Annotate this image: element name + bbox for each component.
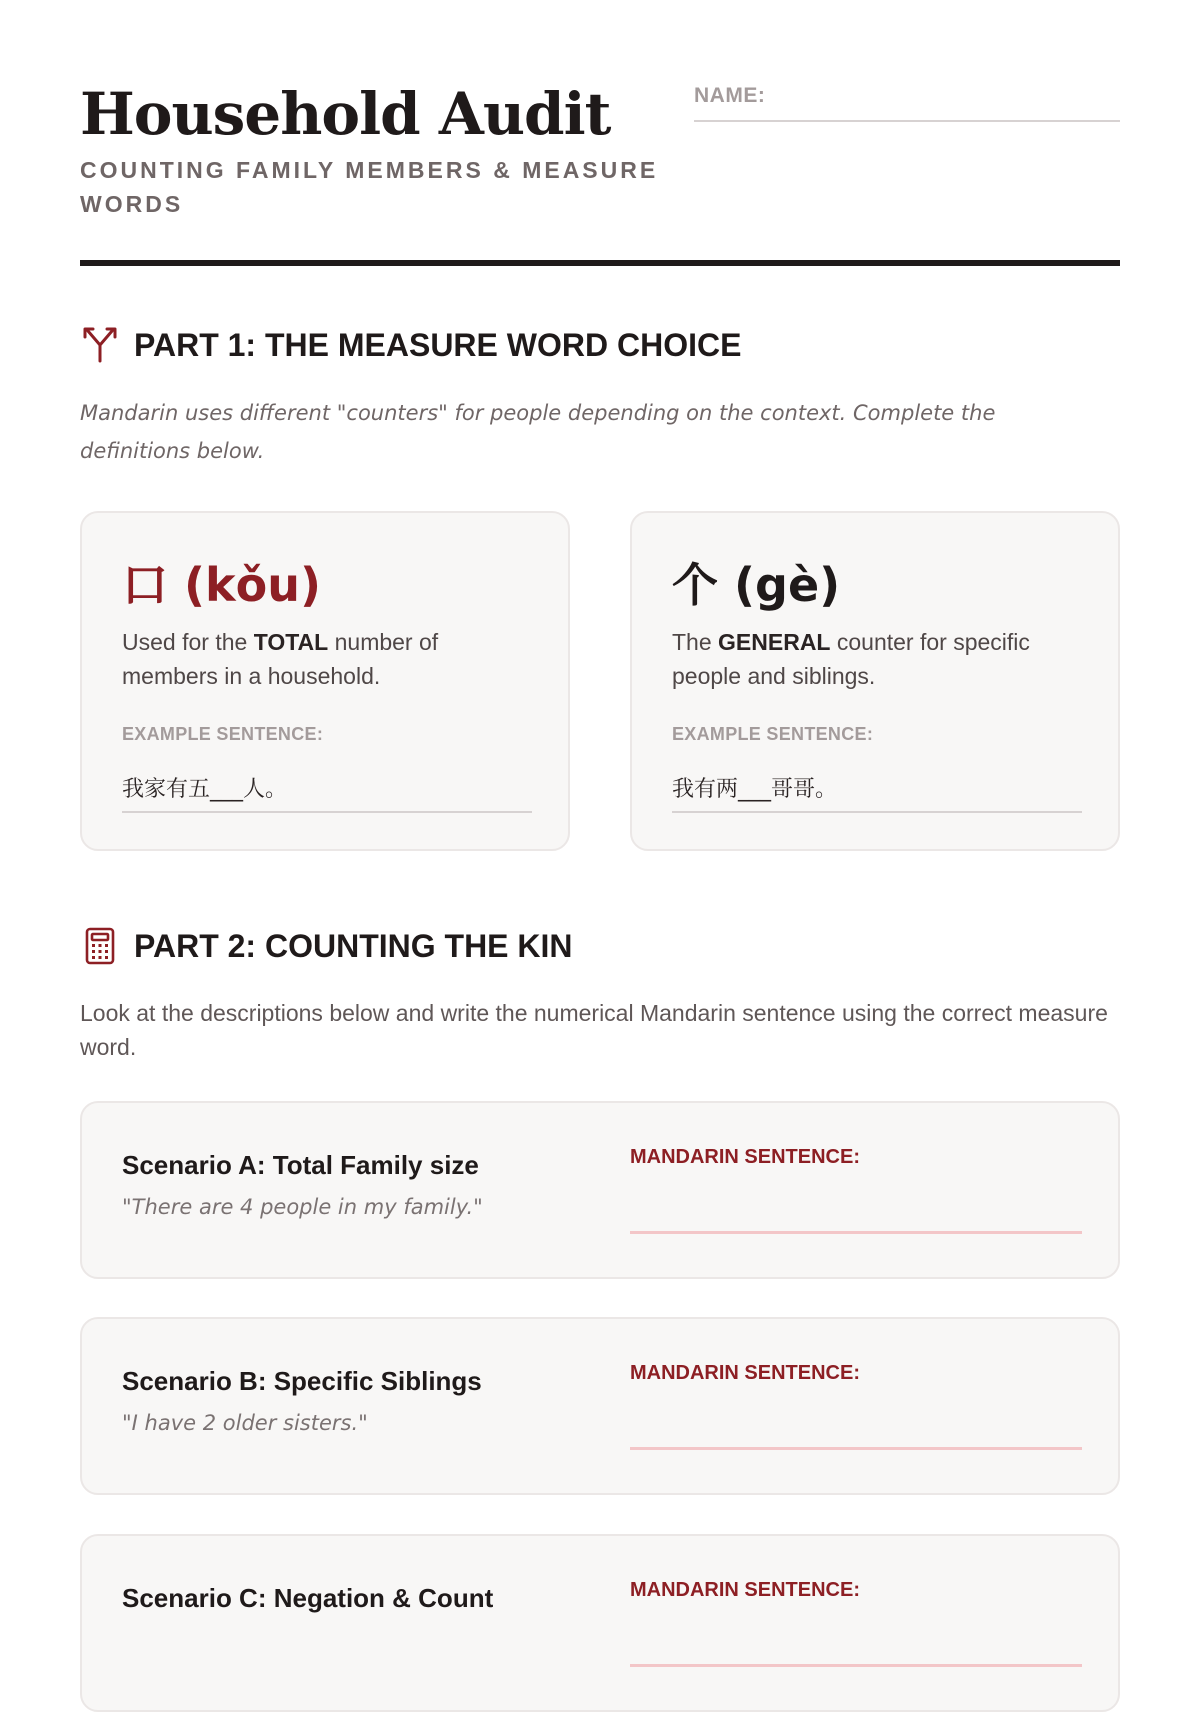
example-sentence-label: EXAMPLE SENTENCE:: [122, 724, 324, 744]
worksheet-header: [80, 0, 1120, 268]
measure-word-pinyin: (kǒu): [184, 558, 322, 612]
part2-title: PART 2: COUNTING THE KIN: [134, 928, 573, 964]
mandarin-sentence-label: MANDARIN SENTENCE:: [630, 1146, 860, 1168]
scenario-title: Scenario C: Negation & Count: [122, 1583, 494, 1613]
measure-word-card-kou: [80, 511, 570, 851]
scenario-quote: "I have 2 older sisters.": [122, 1411, 368, 1435]
split-arrows-icon: [80, 325, 120, 365]
measure-word-character: 口: [122, 558, 168, 612]
definition-text: counter for specific people and siblings.: [672, 629, 1030, 689]
name-label: NAME:: [694, 84, 766, 107]
measure-word-heading: [672, 553, 840, 617]
example-sentence-label: EXAMPLE SENTENCE:: [672, 724, 874, 744]
part1-title: PART 1: THE MEASURE WORD CHOICE: [134, 327, 742, 363]
part1-intro: Mandarin uses different "counters" for people depending on the context. Complete the definitions below.: [80, 401, 996, 463]
measure-word-character: 个: [672, 558, 718, 612]
part2-heading: [80, 924, 1120, 968]
worksheet-page: [80, 0, 1120, 1613]
mandarin-sentence-field[interactable]: [630, 1231, 1082, 1234]
measure-word-definition: [672, 625, 1082, 693]
name-field[interactable]: [694, 82, 1120, 122]
scenario-title: Scenario A: Total Family size: [122, 1150, 479, 1180]
scenario-card-c: [80, 1534, 1120, 1712]
calculator-icon: [80, 926, 120, 966]
page-title: Household Audit: [80, 80, 611, 148]
example-sentence-field[interactable]: [672, 775, 1082, 813]
page-subtitle: COUNTING FAMILY MEMBERS & MEASURE WORDS: [80, 157, 659, 217]
measure-word-definition: [122, 625, 532, 693]
mandarin-sentence-label: MANDARIN SENTENCE:: [630, 1362, 860, 1384]
part1-heading: [80, 323, 1120, 367]
example-sentence: 我家有五___人。: [122, 777, 288, 802]
measure-word-pinyin: (gè): [734, 558, 841, 612]
mandarin-sentence-label: MANDARIN SENTENCE:: [630, 1579, 860, 1601]
scenario-card-b: [80, 1317, 1120, 1495]
header-divider: [80, 260, 1120, 266]
definition-text: The: [672, 629, 719, 655]
measure-word-card-ge: [630, 511, 1120, 851]
definition-text: Used for the: [122, 629, 254, 655]
scenario-title: Scenario B: Specific Siblings: [122, 1366, 482, 1396]
example-sentence: 我有两___哥哥。: [672, 777, 838, 802]
mandarin-sentence-field[interactable]: [630, 1447, 1082, 1450]
measure-word-heading: [122, 553, 321, 617]
definition-text: number of members in a household.: [122, 629, 439, 689]
example-sentence-field[interactable]: [122, 775, 532, 813]
scenario-card-a: [80, 1101, 1120, 1279]
definition-keyword: GENERAL: [718, 629, 831, 655]
definition-keyword: TOTAL: [253, 629, 329, 655]
part2-intro: Look at the descriptions below and write the numerical Mandarin sentence using the correct measure word.: [80, 1000, 1108, 1060]
scenario-quote: "There are 4 people in my family.": [122, 1195, 483, 1219]
mandarin-sentence-field[interactable]: [630, 1664, 1082, 1667]
